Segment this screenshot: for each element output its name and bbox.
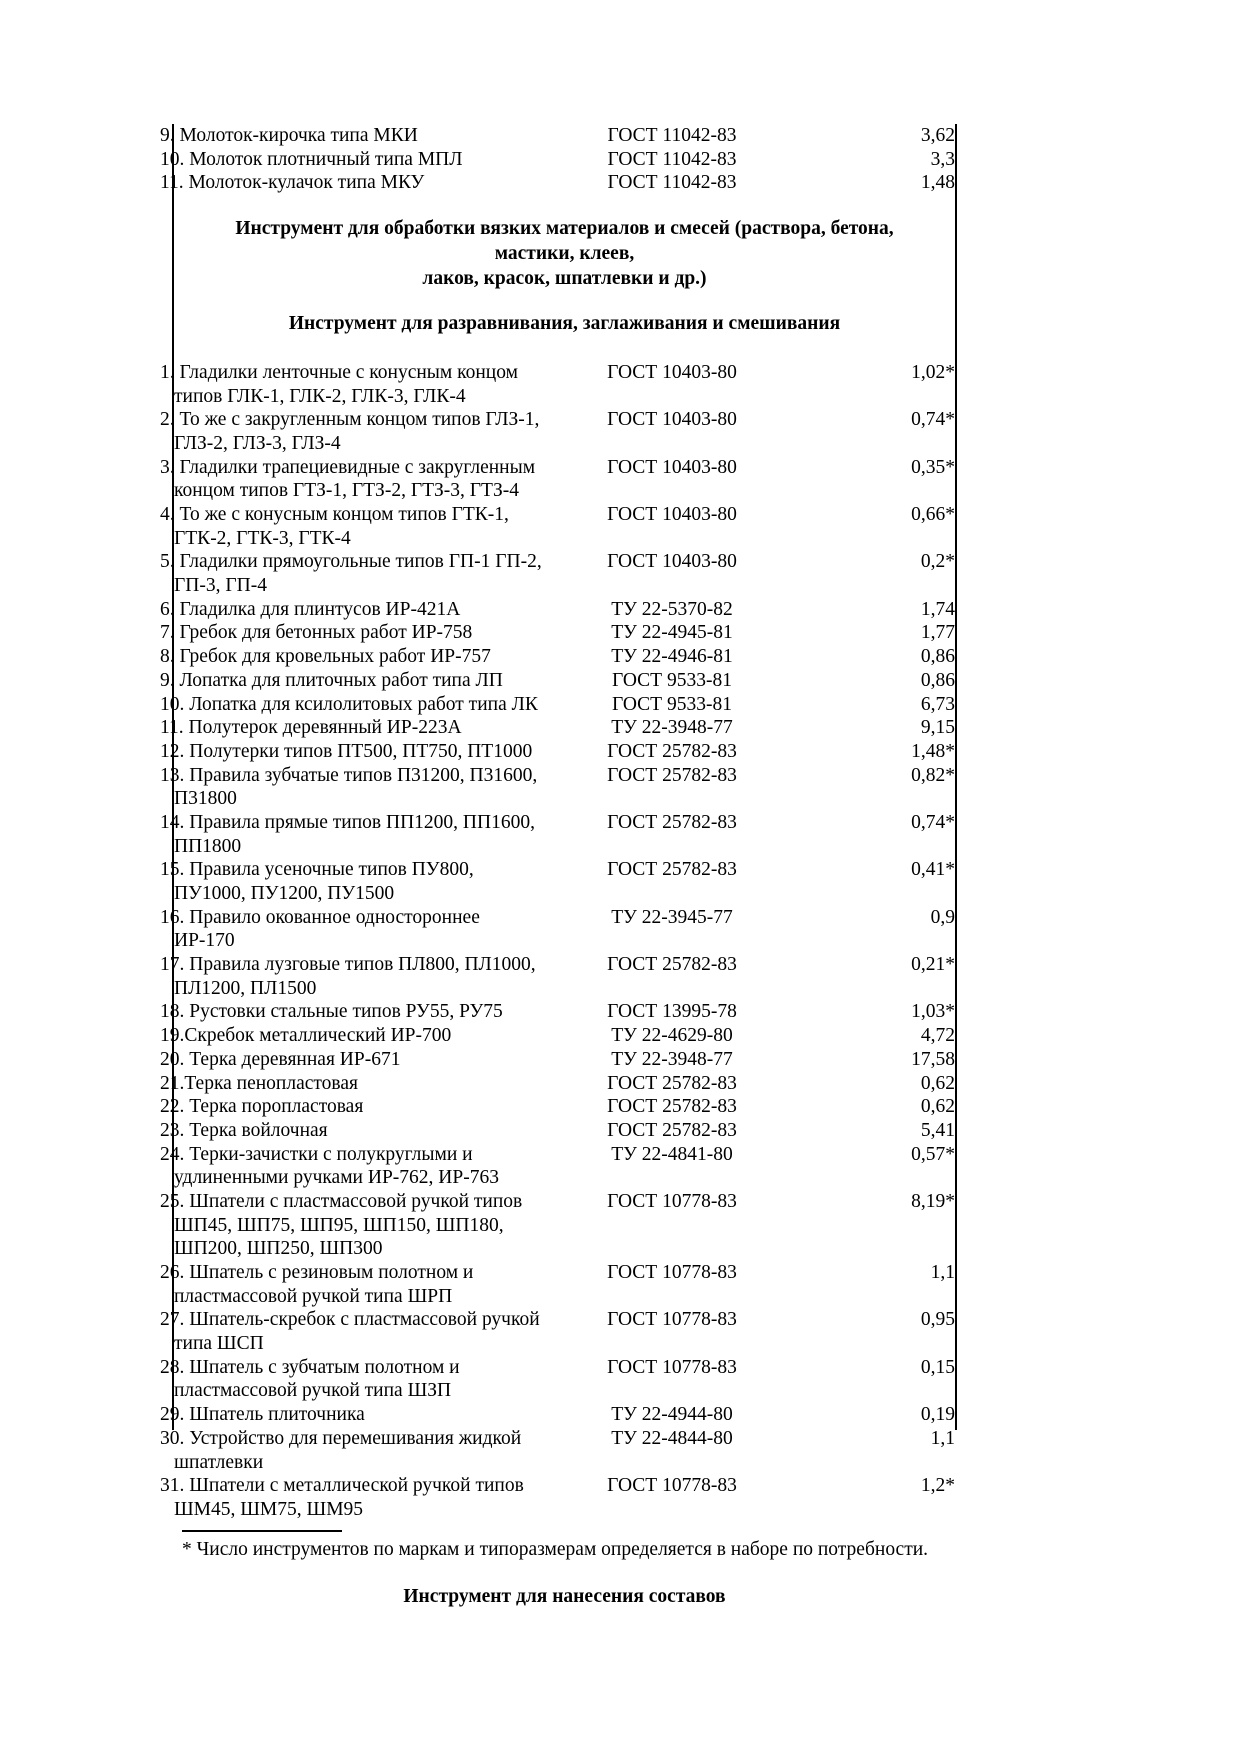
quantity-cell: 0,74* xyxy=(911,409,955,431)
tool-name-cell: 30. Устройство для перемешивания жидкой шпатлевки xyxy=(160,1427,522,1473)
section-title-line-1: Инструмент для обработки вязких материалов и смесей (раствора, бетона, мастики, клеев, xyxy=(235,218,894,265)
quantity-cell: 0,35* xyxy=(911,456,955,478)
tool-name-cell: 9. Молоток-кирочка типа МКИ xyxy=(160,125,418,146)
tool-name-cell: 12. Полутерки типов ПТ500, ПТ750, ПТ1000 xyxy=(160,740,533,762)
table-row xyxy=(174,1072,955,1096)
standard-cell: ГОСТ 9533-81 xyxy=(612,693,732,715)
standard-cell: ГОСТ 11042-83 xyxy=(607,172,737,194)
quantity-cell: 1,1 xyxy=(930,1427,955,1449)
quantity-cell: 8,19* xyxy=(911,1190,955,1212)
standard-cell: ГОСТ 10403-80 xyxy=(607,361,737,383)
quantity-cell: 5,41 xyxy=(920,1119,955,1141)
tool-name-cell: 23. Терка войлочная xyxy=(160,1119,328,1141)
tool-name-cell: 29. Шпатель плиточника xyxy=(160,1404,365,1426)
table-row xyxy=(174,1308,955,1355)
tools-table xyxy=(160,361,955,1522)
tool-name-cell: 7. Гребок для бетонных работ ИР-758 xyxy=(160,622,473,644)
quantity-cell: 0,66* xyxy=(911,504,955,525)
quantity-cell: 0,19 xyxy=(920,1404,955,1426)
table-row xyxy=(174,858,955,905)
table-row xyxy=(174,764,955,811)
page-content xyxy=(160,124,955,1608)
tool-name-cell: 15. Правила усеночные типов ПУ800, ПУ1000, ПУ1200, ПУ1500 xyxy=(160,859,474,904)
table-row xyxy=(174,361,955,408)
standard-cell: ГОСТ 25782-83 xyxy=(607,764,737,786)
quantity-cell: 9,15 xyxy=(920,717,955,739)
standard-cell: ГОСТ 10403-80 xyxy=(607,456,737,478)
standard-cell: ГОСТ 25782-83 xyxy=(607,1096,737,1118)
quantity-cell: 0,62 xyxy=(920,1096,955,1118)
standard-cell: ТУ 22-4841-80 xyxy=(611,1143,733,1165)
table-row xyxy=(174,1261,955,1308)
table-row xyxy=(174,598,955,622)
table-row xyxy=(174,740,955,764)
tool-name-cell: 9. Лопатка для плиточных работ типа ЛП xyxy=(160,669,503,691)
quantity-cell: 1,48 xyxy=(920,172,955,194)
standard-cell: ГОСТ 9533-81 xyxy=(612,669,732,691)
tool-name-cell: 4. То же с конусным концом типов ГТК-1, ГТК-2, ГТК-3, ГТК-4 xyxy=(160,504,509,549)
standard-cell: ГОСТ 25782-83 xyxy=(607,859,737,881)
table-row xyxy=(174,1119,955,1143)
quantity-cell: 1,02* xyxy=(911,361,955,383)
tool-name-cell: 6. Гладилка для плинтусов ИР-421А xyxy=(160,598,461,620)
quantity-cell: 1,03* xyxy=(911,1001,955,1023)
quantity-cell: 1,77 xyxy=(920,622,955,644)
tool-name-cell: 10. Молоток плотничный типа МПЛ xyxy=(160,148,463,170)
tool-name-cell: 10. Лопатка для ксилолитовых работ типа ЛК xyxy=(160,693,538,715)
table-row xyxy=(174,550,955,597)
table-row xyxy=(174,716,955,740)
table-row xyxy=(174,953,955,1000)
standard-cell: ТУ 22-4629-80 xyxy=(611,1025,733,1047)
table-row xyxy=(174,1427,955,1474)
quantity-cell: 1,74 xyxy=(920,598,955,620)
quantity-cell: 0,57* xyxy=(911,1143,955,1165)
standard-cell: ГОСТ 10403-80 xyxy=(607,551,737,573)
table-row xyxy=(174,171,955,195)
table-row xyxy=(174,1024,955,1048)
quantity-cell: 3,3 xyxy=(930,148,955,170)
tool-name-cell: 1. Гладилки ленточные с конусным концом типов ГЛК-1, ГЛК-2, ГЛК-3, ГЛК-4 xyxy=(160,361,518,407)
quantity-cell: 0,74* xyxy=(911,811,955,833)
standard-cell: ТУ 22-4945-81 xyxy=(611,622,733,644)
table-row xyxy=(174,669,955,693)
standard-cell: ТУ 22-4946-81 xyxy=(611,646,733,668)
table-row xyxy=(174,906,955,953)
standard-cell: ГОСТ 10778-83 xyxy=(607,1475,737,1497)
standard-cell: ГОСТ 11042-83 xyxy=(607,148,737,170)
standard-cell: ТУ 22-3945-77 xyxy=(611,906,733,928)
table-row xyxy=(174,1190,955,1261)
tool-name-cell: 25. Шпатели с пластмассовой ручкой типов ШП45, ШП75, ШП95, ШП150, ШП180, ШП200, ШП250, ШП300 xyxy=(160,1190,523,1260)
tool-name-cell: 21.Терка пенопластовая xyxy=(160,1072,358,1094)
tool-name-cell: 20. Терка деревянная ИР-671 xyxy=(160,1048,401,1070)
spacer-after-subsection-title xyxy=(174,337,955,361)
tool-name-cell: 22. Терка поропластовая xyxy=(160,1096,364,1118)
subsection-title: Инструмент для разравнивания, заглаживания и смешивания xyxy=(288,312,841,334)
quantity-cell: 0,82* xyxy=(911,764,955,786)
table-row xyxy=(174,1356,955,1403)
spacer-before-section-title xyxy=(174,195,955,217)
standard-cell: ГОСТ 25782-83 xyxy=(607,1119,737,1141)
tool-name-cell: 31. Шпатели с металлической ручкой типов ШМ45, ШМ75, ШМ95 xyxy=(160,1475,524,1520)
tool-name-cell: 17. Правила лузговые типов ПЛ800, ПЛ1000, ПЛ1200, ПЛ1500 xyxy=(160,954,536,999)
tool-name-cell: 13. Правила зубчатые типов П31200, П31600, П31800 xyxy=(160,764,538,810)
tool-name-cell: 2. То же с закругленным концом типов ГЛЗ-1, ГЛЗ-2, ГЛЗ-3, ГЛЗ-4 xyxy=(160,409,540,454)
table-row xyxy=(174,124,955,148)
quantity-cell: 6,73 xyxy=(920,693,955,715)
quantity-cell: 17,58 xyxy=(911,1048,955,1070)
tool-name-cell: 14. Правила прямые типов ПП1200, ПП1600, ПП1800 xyxy=(160,811,535,857)
table-row xyxy=(174,811,955,858)
standard-cell: ТУ 22-3948-77 xyxy=(611,717,733,739)
standard-cell: ГОСТ 10403-80 xyxy=(607,409,737,431)
table-row xyxy=(174,408,955,455)
standard-cell: ТУ 22-5370-82 xyxy=(611,598,733,620)
table-row xyxy=(174,1403,955,1427)
quantity-cell: 0,62 xyxy=(920,1072,955,1094)
quantity-cell: 0,15 xyxy=(920,1356,955,1378)
quantity-cell: 0,86 xyxy=(920,646,955,668)
standard-cell: ТУ 22-4844-80 xyxy=(611,1427,733,1449)
tool-name-cell: 26. Шпатель с резиновым полотном и пластмассовой ручкой типа ШРП xyxy=(160,1262,474,1307)
table-row xyxy=(174,693,955,717)
standard-cell: ГОСТ 25782-83 xyxy=(607,1072,737,1094)
quantity-cell: 0,21* xyxy=(911,954,955,976)
footnote-text: * Число инструментов по маркам и типоразмерам определяется в наборе по потребности. xyxy=(182,1538,929,1560)
standard-cell: ГОСТ 25782-83 xyxy=(607,811,737,833)
next-section-title: Инструмент для нанесения составов xyxy=(403,1586,726,1608)
quantity-cell: 0,2* xyxy=(920,551,955,573)
tool-name-cell: 3. Гладилки трапециевидные с закругленным концом типов ГТЗ-1, ГТЗ-2, ГТЗ-3, ГТЗ-4 xyxy=(160,456,536,502)
quantity-cell: 1,1 xyxy=(930,1262,955,1283)
quantity-cell: 1,48* xyxy=(911,740,955,762)
quantity-cell: 3,62 xyxy=(920,125,955,146)
standard-cell: ГОСТ 25782-83 xyxy=(607,954,737,976)
table-row xyxy=(174,1474,955,1521)
table-row xyxy=(174,148,955,172)
standard-cell: ГОСТ 10778-83 xyxy=(607,1356,737,1378)
standard-cell: ГОСТ 10778-83 xyxy=(607,1309,737,1331)
table-row xyxy=(174,456,955,503)
tool-name-cell: 24. Терки-зачистки с полукруглыми и удлиненными ручками ИР-762, ИР-763 xyxy=(160,1143,499,1189)
standard-cell: ГОСТ 11042-83 xyxy=(607,125,737,146)
section-title xyxy=(174,217,955,292)
tool-name-cell: 28. Шпатель с зубчатым полотном и пластмассовой ручкой типа ШЗП xyxy=(160,1356,460,1402)
table-frame-right-rule xyxy=(955,124,957,1430)
quantity-cell: 0,95 xyxy=(920,1309,955,1331)
standard-cell: ГОСТ 25782-83 xyxy=(607,740,737,762)
tool-name-cell: 27. Шпатель-скребок с пластмассовой ручкой типа ШСП xyxy=(160,1309,540,1355)
quantity-cell: 4,72 xyxy=(920,1025,955,1047)
standard-cell: ГОСТ 13995-78 xyxy=(607,1001,737,1023)
standard-cell: ТУ 22-3948-77 xyxy=(611,1048,733,1070)
table-row xyxy=(174,1048,955,1072)
top-continuation-table xyxy=(160,124,955,195)
standard-cell: ТУ 22-4944-80 xyxy=(611,1404,733,1426)
tool-name-cell: 8. Гребок для кровельных работ ИР-757 xyxy=(160,646,491,668)
section-title-line-2: лаков, красок, шпатлевки и др.) xyxy=(422,267,707,289)
tool-name-cell: 11. Полутерок деревянный ИР-223А xyxy=(160,717,462,739)
tool-name-cell: 5. Гладилки прямоугольные типов ГП-1 ГП-2, ГП-3, ГП-4 xyxy=(160,551,542,597)
footnote-separator-rule xyxy=(182,1530,342,1532)
table-row xyxy=(174,645,955,669)
table-row xyxy=(174,1000,955,1024)
tool-name-cell: 16. Правило окованное одностороннее ИР-170 xyxy=(160,906,480,952)
spacer-before-next-section-title xyxy=(174,1561,955,1585)
quantity-cell: 1,2* xyxy=(920,1475,955,1497)
standard-cell: ГОСТ 10778-83 xyxy=(607,1262,737,1283)
quantity-cell: 0,41* xyxy=(911,859,955,881)
tool-name-cell: 19.Скребок металлический ИР-700 xyxy=(160,1025,452,1047)
standard-cell: ГОСТ 10403-80 xyxy=(607,504,737,525)
table-row xyxy=(174,503,955,550)
table-row xyxy=(174,621,955,645)
tool-name-cell: 11. Молоток-кулачок типа МКУ xyxy=(160,172,425,194)
spacer-after-section-title xyxy=(174,292,955,312)
tool-name-cell: 18. Рустовки стальные типов РУ55, РУ75 xyxy=(160,1001,503,1023)
table-row xyxy=(174,1095,955,1119)
standard-cell: ГОСТ 10778-83 xyxy=(607,1190,737,1212)
table-row xyxy=(174,1143,955,1190)
quantity-cell: 0,86 xyxy=(920,669,955,691)
quantity-cell: 0,9 xyxy=(930,906,955,928)
